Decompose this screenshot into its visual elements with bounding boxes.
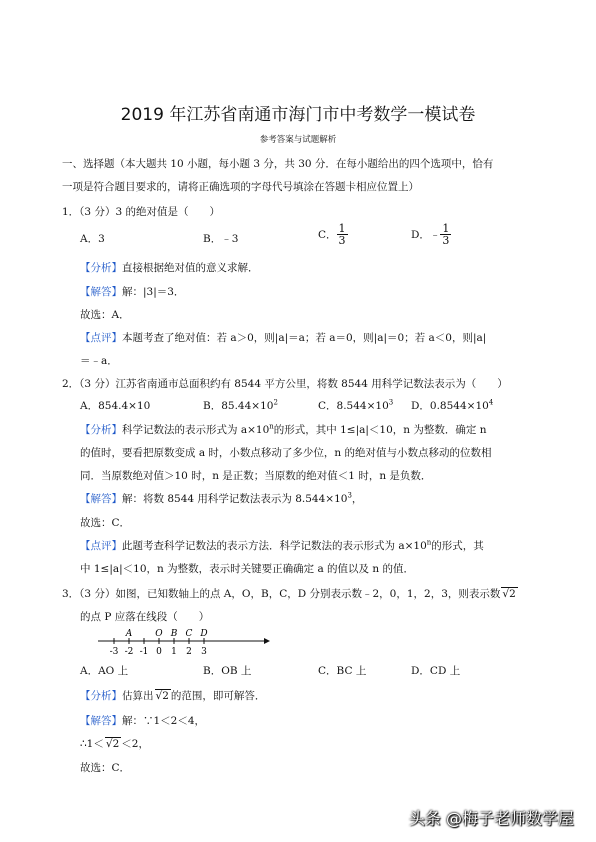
solution-tag: 【解答】 <box>80 493 122 505</box>
q1-choice: 故选：A． <box>80 309 130 321</box>
axis-tick-label: 2 <box>186 647 192 657</box>
fraction-denominator: 3 <box>338 234 346 247</box>
section-instructions-line1: 一、选择题（本大题共 10 小题，每小题 3 分，共 30 分．在每小题给出的四个选项中，恰有 <box>62 158 494 170</box>
q2-comment <box>80 538 484 553</box>
option-text: C．8.544×10 <box>318 400 389 412</box>
q3-option-d: D．CD 上 <box>411 665 461 677</box>
solution-text: 解：将数 8544 用科学记数法表示为 8.544×10 <box>122 493 348 505</box>
exponent: n <box>269 422 274 431</box>
analysis-text-cont: 的形式，其中 1≤|a|＜10，n 为整数．确定 n <box>273 424 487 436</box>
q3-stem <box>62 586 518 601</box>
solution-text: 解：|3|＝3． <box>122 286 185 298</box>
q1-option-b: B．﹣3 <box>203 233 239 245</box>
q1-option-c-fraction <box>337 223 348 246</box>
stem-text: 3．（3 分）如图，已知数轴上的点 A，O，B，C，D 分别表示数﹣2，0，1，2，3，则表示数 <box>62 588 501 600</box>
q2-stem: 2．（3 分）江苏省南通市总面积约有 8544 平方公里，将数 8544 用科学记数法表示为（ ） <box>62 378 508 390</box>
analysis-tag: 【分析】 <box>80 690 122 702</box>
solution-text-cont: ＜2， <box>121 738 149 750</box>
axis-tick-label: -1 <box>139 647 149 657</box>
point-label: O <box>155 629 163 639</box>
q1-option-c-label: C． <box>318 229 337 241</box>
q2-option-a: A．854.4×10 <box>80 400 151 412</box>
exponent: 2 <box>273 398 278 407</box>
sqrt-2 <box>155 689 171 702</box>
sqrt-argument: 2 <box>162 690 169 702</box>
axis-tick-label: -3 <box>109 647 119 657</box>
option-text: B．85.44×10 <box>203 400 274 412</box>
q3-option-c: C．BC 上 <box>318 665 367 677</box>
q1-comment <box>80 330 486 345</box>
sqrt-argument: 2 <box>509 588 516 600</box>
comment-text: 本题考查了绝对值：若 a＞0，则|a|＝a；若 a＝0，则|a|＝0；若 a＜0，则|a| <box>122 332 487 344</box>
fraction-denominator: 3 <box>442 234 450 247</box>
sqrt-symbol: √ <box>155 690 163 702</box>
q3-option-b: B．OB 上 <box>203 665 252 677</box>
fraction-numerator: 1 <box>442 222 450 235</box>
comment-tag: 【点评】 <box>80 332 122 344</box>
q2-option-c <box>318 398 393 413</box>
sqrt-symbol: √ <box>105 738 113 750</box>
q2-option-d <box>411 398 493 413</box>
q1-option-d <box>411 223 451 246</box>
sqrt-2 <box>105 737 121 750</box>
q3-option-a: A．AO 上 <box>80 665 129 677</box>
q1-solution <box>80 284 184 299</box>
axis-tick-label: 1 <box>171 647 177 657</box>
page-title: 2019 年江苏省南通市海门市中考数学一模试卷 <box>120 105 476 125</box>
q1-option-d-fraction <box>440 223 451 246</box>
q2-analysis-line2: 的值时，要看把原数变成 a 时，小数点移动了多少位，n 的绝对值与小数点移动的位数相 <box>80 447 492 459</box>
analysis-text: 直接根据绝对值的意义求解． <box>122 262 259 274</box>
q2-choice: 故选：C． <box>80 517 131 529</box>
exponent: 3 <box>388 398 394 407</box>
q2-analysis-line3: 同．当原数绝对值＞10 时，n 是正数；当原数的绝对值＜1 时，n 是负数． <box>80 470 432 482</box>
point-label: A <box>125 629 133 639</box>
q3-solution <box>80 713 205 728</box>
point-label: C <box>185 629 193 639</box>
q3-stem-line2: 的点 P 应落在线段（ ） <box>80 611 210 623</box>
analysis-text: 估算出 <box>122 690 154 702</box>
point-label: B <box>170 629 178 639</box>
page-subtitle: 参考答案与试题解析 <box>259 135 337 145</box>
comment-tag: 【点评】 <box>80 540 122 552</box>
solution-text: 解：∵1＜2＜4， <box>122 715 206 727</box>
q2-option-b <box>203 398 278 413</box>
axis-tick-label: 0 <box>156 647 162 657</box>
q3-analysis <box>80 688 265 703</box>
q2-solution <box>80 491 362 506</box>
q1-option-c <box>318 223 348 246</box>
q3-solution-line2 <box>80 736 149 751</box>
q2-analysis <box>80 422 487 437</box>
q1-comment-line2: ＝﹣a． <box>80 355 118 367</box>
section-instructions-line2: 一项是符合题目要求的，请将正确选项的字母代号填涂在答题卡相应位置上） <box>62 181 419 193</box>
q1-stem: 1．（3 分）3 的绝对值是（ ） <box>62 206 220 218</box>
exponent: n <box>426 538 432 547</box>
q1-option-d-label: D．﹣ <box>411 229 441 241</box>
axis-tick-label: -2 <box>124 647 134 657</box>
solution-end: ， <box>351 493 363 505</box>
analysis-text: 科学记数法的表示形式为 a×10 <box>122 424 270 436</box>
comment-text-cont: 的形式，其 <box>431 540 484 552</box>
q1-option-a: A．3 <box>80 233 105 245</box>
watermark: 头条 @梅子老师数学屋 <box>408 809 574 828</box>
q2-comment-line2: 中 1≤|a|＜10，n 为整数，表示时关键要正确确定 a 的值以及 n 的值． <box>80 563 414 575</box>
axis-tick-label: 3 <box>201 647 207 657</box>
sqrt-argument: 2 <box>112 738 120 750</box>
sqrt-symbol: √ <box>502 588 510 600</box>
solution-tag: 【解答】 <box>80 715 122 727</box>
exponent: 3 <box>347 491 352 500</box>
exponent: 4 <box>488 398 494 407</box>
analysis-text-cont: 的范围，即可解答． <box>170 690 266 702</box>
analysis-tag: 【分析】 <box>80 262 122 274</box>
q3-choice: 故选：C． <box>80 762 131 774</box>
option-text: D．0.8544×10 <box>411 400 489 412</box>
solution-tag: 【解答】 <box>80 286 122 298</box>
analysis-tag: 【分析】 <box>80 424 122 436</box>
axis-ticks <box>110 629 208 657</box>
comment-text: 此题考查科学记数法的表示方法．科学记数法的表示形式为 a×10 <box>122 540 427 552</box>
sqrt-2 <box>501 587 517 600</box>
solution-text: ∴1＜ <box>80 738 104 750</box>
q1-analysis <box>80 260 259 275</box>
number-line-figure <box>96 627 272 657</box>
arrow-icon <box>264 638 270 644</box>
fraction-numerator: 1 <box>338 222 346 235</box>
point-label: D <box>200 629 208 639</box>
